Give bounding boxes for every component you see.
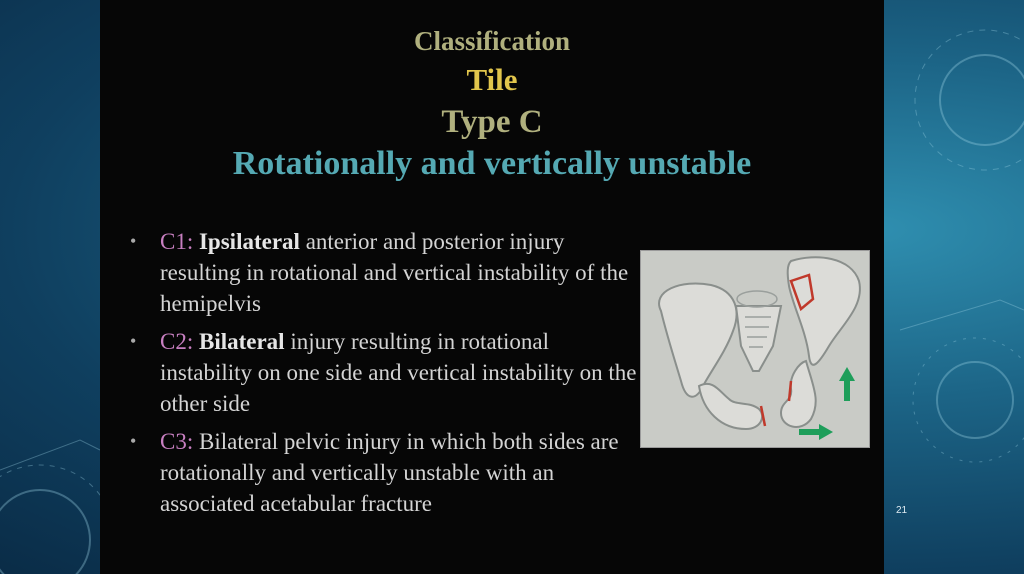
title-classification: Classification <box>413 26 570 56</box>
bullet-sep: : <box>186 229 194 254</box>
bullet-bold: Ipsilateral <box>198 229 300 254</box>
up-arrow-icon <box>839 367 855 401</box>
bullet-icon: • <box>130 331 137 351</box>
bullet-icon: • <box>130 431 137 451</box>
bullet-code: C3 <box>160 429 187 454</box>
title-subtitle: Rotationally and vertically unstable <box>232 145 752 182</box>
bullet-text: injury resulting in rotational instability on one side and vertical instability on the other side <box>160 329 637 416</box>
title-tile: Tile <box>466 62 518 97</box>
bullet-c3 <box>128 426 643 519</box>
page-number: 21 <box>896 505 908 516</box>
bullet-code: C2 <box>160 329 187 354</box>
pelvis-figure <box>640 250 870 448</box>
pelvis-illustration <box>641 251 869 447</box>
bullet-bold: Bilateral <box>198 329 285 354</box>
right-arrow-icon <box>799 424 833 440</box>
bullet-text: Bilateral pelvic injury in which both sides are rotationally and vertically unstable with an associated acetabular fracture <box>160 429 619 516</box>
slide <box>100 0 884 574</box>
bullet-code: C1 <box>160 229 187 254</box>
bullet-sep: : <box>186 329 194 354</box>
bullet-sep: : <box>186 429 194 454</box>
bullet-icon: • <box>130 231 137 251</box>
bullet-text: anterior and posterior injury resulting in rotational and vertical instability of the hemipelvis <box>160 229 629 316</box>
title-type-c: Type C <box>441 104 543 140</box>
bullet-list <box>128 226 643 526</box>
bullet-c2 <box>128 326 643 419</box>
bullet-c1 <box>128 226 643 319</box>
